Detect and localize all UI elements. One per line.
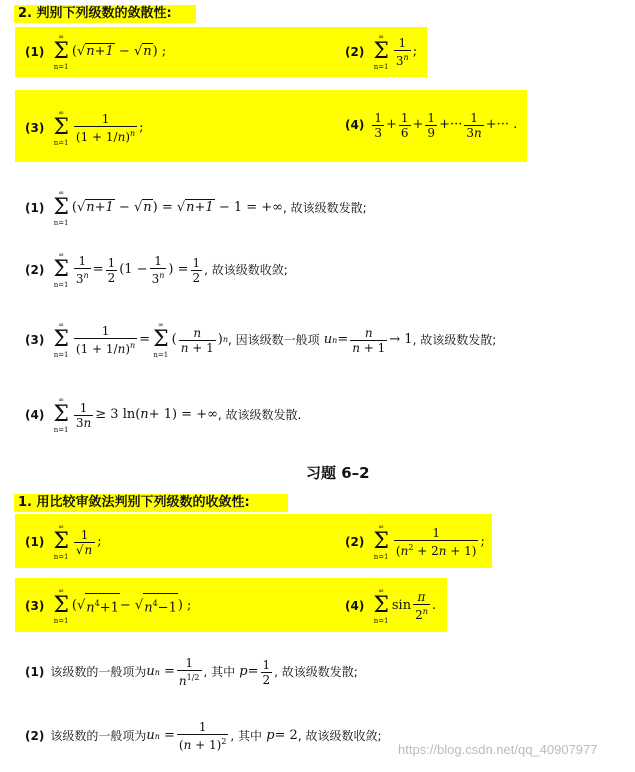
solution-3-mid: , 因该级数一般项	[228, 333, 320, 347]
problem-4: (4) ∞ Σ n=1 sin $\frac{\pi}{2^n}$ .	[345, 587, 437, 625]
solution-1-label: (1)	[25, 665, 45, 679]
solution-1: (1) ∞ Σ n=1 (√n+1 − √n) = √n+1 − 1 = +∞ , 故该级数发散;	[25, 189, 367, 227]
problem-1-expr: (√n+1 − √n) ;	[71, 44, 167, 59]
problem-3-label: (3)	[25, 599, 45, 613]
watermark: https://blog.csdn.net/qq_40907977	[398, 742, 598, 757]
problem-2: (2) ∞ Σ n=1 $\frac{1}{(n^2 + 2n + 1)}$ ;	[345, 523, 485, 561]
solution-1: (1) 该级数的一般项为 un = $\frac{1}{n^{1/2}}$ , 其中 p = $\frac{1}{2}$ , 故该级数发散;	[25, 656, 358, 688]
problem-2: (2) ∞ Σ n=1 $\frac{1}{3^n}$ ;	[345, 33, 418, 71]
solution-2-text: , 故该级数收敛;	[297, 729, 382, 743]
problem-2-label: (2)	[345, 535, 365, 549]
problem-1-label: (1)	[25, 45, 45, 59]
problem-3: (3) ∞ Σ n=1 $\frac{1}{(1 + 1/n)^n}$ ;	[25, 109, 144, 147]
fraction: $\frac{1}{(1 + 1/n)^n}$	[75, 112, 136, 144]
solution-3-label: (3)	[25, 333, 45, 347]
problem-4: (4) $\frac{1}{3}$ + $\frac{1}{6}$ + $\frac{1}{9}$ +··· $\frac{1}{3n}$ +··· .	[345, 110, 518, 140]
problem-3-label: (3)	[25, 121, 45, 135]
solution-2-mid: , 其中	[230, 729, 263, 743]
problem-1	[25, 32, 166, 72]
solution-2-text: , 故该级数收敛;	[204, 263, 288, 277]
solution-2-label: (2)	[25, 729, 45, 743]
problem-1: (1) ∞ Σ n=1 $\frac{1}{√n}$ ;	[25, 523, 102, 561]
solution-3-text: , 故该级数发散;	[412, 333, 497, 347]
solution-2: (2) ∞ Σ n=1 $\frac{1}{3^n}$ = $\frac{1}{2}$ (1 − $\frac{1}{3^n}$ ) = $\frac{1}{2}$ , 故该级数收敛;	[25, 251, 288, 289]
solution-1-text: , 故该级数发散;	[283, 201, 367, 215]
solution-1-label: (1)	[25, 201, 45, 215]
sum-symbol: ∞ Σ n=1	[373, 33, 389, 71]
problem-3: (3) ∞ Σ n=1 (√ $n^4+1$ − √ $n^4-1$ ) ;	[25, 587, 192, 625]
problem-4-label: (4)	[345, 599, 365, 613]
solution-2-label: (2)	[25, 263, 45, 277]
solution-2: (2) 该级数的一般项为 un = $\frac{1}{(n + 1)^2}$ , 其中 p = 2 , 故该级数收敛;	[25, 720, 382, 752]
solution-1-prefix: 该级数的一般项为	[50, 665, 147, 679]
problem-4-label: (4)	[345, 118, 365, 132]
solution-1-mid: , 其中	[203, 665, 236, 679]
solution-4-text: , 故该级数发散.	[217, 408, 302, 422]
problem-1-label: (1)	[25, 535, 45, 549]
solution-4-label: (4)	[25, 408, 45, 422]
solution-2-prefix: 该级数的一般项为	[50, 729, 147, 743]
section-title: 习题 6–2	[306, 464, 370, 482]
fraction: $\frac{1}{3^n}$	[395, 36, 409, 68]
exercise-1-heading: 1. 用比较审敛法判别下列级数的收敛性:	[14, 494, 288, 512]
problem-2-label: (2)	[345, 45, 365, 59]
exercise-2-heading: 2. 判别下列级数的敛散性:	[14, 5, 196, 23]
solution-1-text: , 故该级数发散;	[274, 665, 358, 679]
solution-3: (3) ∞ Σ n=1 $\frac{1}{(1 + 1/n)^n}$ = ∞ Σ n=1 ( $\frac{n}{n + 1}$ ) n , 因该级数一般项 un = $\frac{n}{n + 1}$ → 1 , 故该级数发散;	[25, 321, 497, 359]
sum-symbol: ∞ Σ n=1	[53, 33, 69, 71]
sum-symbol: ∞ Σ n=1	[53, 109, 69, 147]
solution-4: (4) ∞ Σ n=1 $\frac{1}{3n}$ ≥ 3 ln( n + 1) = +∞ , 故该级数发散.	[25, 396, 302, 434]
